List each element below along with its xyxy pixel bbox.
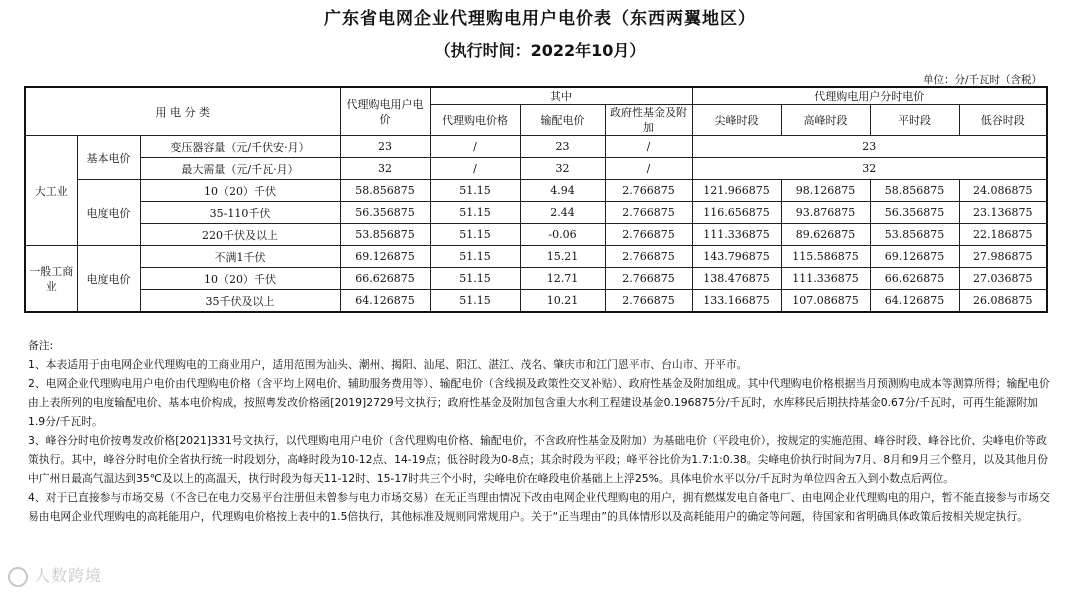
cell-purchase: /	[430, 158, 520, 180]
cell-transmission: 2.44	[520, 202, 605, 224]
cell-sharp: 133.166875	[692, 290, 781, 313]
cell-sharp: 116.656875	[692, 202, 781, 224]
cell-transmission: 32	[520, 158, 605, 180]
cell-valley: 27.986875	[959, 246, 1047, 268]
cell-sharp: 138.476875	[692, 268, 781, 290]
cell-valley: 26.086875	[959, 290, 1047, 313]
cell-transmission: 12.71	[520, 268, 605, 290]
row-label: 变压器容量（元/千伏安·月）	[140, 136, 340, 158]
watermark-text: 人数跨境	[34, 566, 103, 585]
cell-sharp: 121.966875	[692, 180, 781, 202]
unit-label: 单位：分/千瓦时（含税）	[922, 74, 1042, 86]
cell-fund: 2.766875	[605, 202, 692, 224]
cell-price: 56.356875	[340, 202, 430, 224]
cell-fund: /	[605, 158, 692, 180]
cell-purchase: 51.15	[430, 290, 520, 313]
table-row	[25, 290, 1047, 313]
subgroup-energy: 电度电价	[77, 180, 140, 246]
group-large-industry: 大工业	[25, 136, 77, 246]
price-table	[24, 86, 1048, 313]
subgroup-basic: 基本电价	[77, 136, 140, 180]
header-tou: 代理购电用户分时电价	[692, 87, 1047, 105]
cell-flat: 66.626875	[870, 268, 959, 290]
cell-tou-merged: 32	[692, 158, 1047, 180]
table-row	[25, 246, 1047, 268]
row-label: 220千伏及以上	[140, 224, 340, 246]
cell-valley: 22.186875	[959, 224, 1047, 246]
cell-price: 53.856875	[340, 224, 430, 246]
header-peak-sharp: 尖峰时段	[692, 105, 781, 136]
row-label: 10（20）千伏	[140, 180, 340, 202]
header-gov-fund: 政府性基金及附加	[605, 105, 692, 136]
cell-fund: 2.766875	[605, 180, 692, 202]
subgroup-energy-general: 电度电价	[77, 246, 140, 313]
row-label: 35-110千伏	[140, 202, 340, 224]
row-label: 35千伏及以上	[140, 290, 340, 313]
page-subtitle: （执行时间：2022年10月）	[434, 41, 646, 60]
header-peak: 高峰时段	[781, 105, 870, 136]
cell-flat: 53.856875	[870, 224, 959, 246]
watermark-logo-icon	[8, 567, 28, 587]
group-general-commerce: 一般工商业	[25, 246, 77, 313]
cell-fund: 2.766875	[605, 246, 692, 268]
cell-fund: 2.766875	[605, 224, 692, 246]
header-valley: 低谷时段	[959, 105, 1047, 136]
cell-peak: 107.086875	[781, 290, 870, 313]
cell-valley: 24.086875	[959, 180, 1047, 202]
table-row	[25, 202, 1047, 224]
header-transmission: 输配电价	[520, 105, 605, 136]
cell-flat: 69.126875	[870, 246, 959, 268]
header-agent-price: 代理购电用户电价	[340, 87, 430, 136]
cell-transmission: 23	[520, 136, 605, 158]
cell-tou-merged: 23	[692, 136, 1047, 158]
notes-heading: 备注:	[28, 339, 54, 352]
cell-price: 66.626875	[340, 268, 430, 290]
note-2: 2、电网企业代理购电用户电价由代理购电价格（含平均上网电价、辅助服务费用等）、输配电价（含线损及政策性交叉补贴）、政府性基金及附加组成。其中代理购电价格根据当月预测购电成本等测算所得；输配电价由上表所列的电度输配电价、基本电价构成，按照粤发改价格函[2019]2729号文执行；政府性基金及附加包含重大水利工程建设基金0.196875分/千瓦时，水库移民后期扶持基金0.67分/千瓦时，可再生能源附加1.9分/千瓦时。	[28, 377, 1050, 428]
page-title: 广东省电网企业代理购电用户电价表（东西两翼地区）	[324, 9, 756, 29]
row-label: 10（20）千伏	[140, 268, 340, 290]
cell-price: 64.126875	[340, 290, 430, 313]
note-4: 4、对于已直接参与市场交易（不含已在电力交易平台注册但未曾参与电力市场交易）在无正当理由情况下改由电网企业代理购电的用户，拥有燃煤发电自备电厂、由电网企业代理购电的用户，暂不能直接参与市场交易由电网企业代理购电的高耗能用户，代理购电价格按上表中的1.5倍执行，其他标准及规则同常规用户。关于“正当理由”的具体情形以及高耗能用户的确定等问题，待国家和省明确具体政策后按相关规定执行。	[28, 491, 1050, 523]
cell-purchase: 51.15	[430, 246, 520, 268]
table-row	[25, 136, 1047, 158]
cell-flat: 58.856875	[870, 180, 959, 202]
header-category: 用 电 分 类	[25, 87, 340, 136]
cell-flat: 56.356875	[870, 202, 959, 224]
cell-transmission: -0.06	[520, 224, 605, 246]
cell-price: 23	[340, 136, 430, 158]
cell-sharp: 111.336875	[692, 224, 781, 246]
cell-valley: 23.136875	[959, 202, 1047, 224]
cell-purchase: 51.15	[430, 268, 520, 290]
cell-peak: 93.876875	[781, 202, 870, 224]
cell-valley: 27.036875	[959, 268, 1047, 290]
cell-peak: 115.586875	[781, 246, 870, 268]
cell-purchase: /	[430, 136, 520, 158]
cell-fund: 2.766875	[605, 290, 692, 313]
cell-peak: 111.336875	[781, 268, 870, 290]
watermark	[8, 563, 102, 587]
cell-purchase: 51.15	[430, 202, 520, 224]
note-3: 3、峰谷分时电价按粤发改价格[2021]331号文执行，以代理购电用户电价（含代理购电价格、输配电价，不含政府性基金及附加）为基础电价（平段电价），按规定的实施范围、峰谷时段、峰谷比价、尖峰电价等政策执行。其中，峰谷分时电价全省执行统一时段划分，高峰时段为10-12点、14-19点；低谷时段为0-8点；其余时段为平段；峰平谷比价为1.7:1:0.38。尖峰电价执行时间为7月、8月和9月三个整月，以及其他月份中广州日最高气温达到35℃及以上的高温天，执行时段为每天11-12时、15-17时共三个小时，尖峰电价在峰段电价基础上上浮25%。具体电价水平以分/千瓦时为单位四舍五入到小数点后两位。	[28, 434, 1049, 485]
table-row	[25, 180, 1047, 202]
cell-fund: 2.766875	[605, 268, 692, 290]
cell-price: 32	[340, 158, 430, 180]
header-purchase: 代理购电价格	[430, 105, 520, 136]
cell-fund: /	[605, 136, 692, 158]
row-label: 最大需量（元/千瓦·月）	[140, 158, 340, 180]
notes-section	[28, 336, 1050, 526]
cell-price: 58.856875	[340, 180, 430, 202]
table-row	[25, 268, 1047, 290]
note-1: 1、本表适用于由电网企业代理购电的工商业用户，适用范围为汕头、潮州、揭阳、汕尾、阳江、湛江、茂名、肇庆市和江门恩平市、台山市、开平市。	[28, 358, 748, 371]
cell-purchase: 51.15	[430, 180, 520, 202]
cell-purchase: 51.15	[430, 224, 520, 246]
cell-sharp: 143.796875	[692, 246, 781, 268]
cell-transmission: 15.21	[520, 246, 605, 268]
header-flat: 平时段	[870, 105, 959, 136]
cell-peak: 89.626875	[781, 224, 870, 246]
table-row	[25, 158, 1047, 180]
header-of-which: 其中	[430, 87, 692, 105]
cell-transmission: 4.94	[520, 180, 605, 202]
cell-transmission: 10.21	[520, 290, 605, 313]
row-label: 不满1千伏	[140, 246, 340, 268]
cell-flat: 64.126875	[870, 290, 959, 313]
table-row	[25, 224, 1047, 246]
header-row-1	[25, 87, 1047, 105]
cell-price: 69.126875	[340, 246, 430, 268]
cell-peak: 98.126875	[781, 180, 870, 202]
